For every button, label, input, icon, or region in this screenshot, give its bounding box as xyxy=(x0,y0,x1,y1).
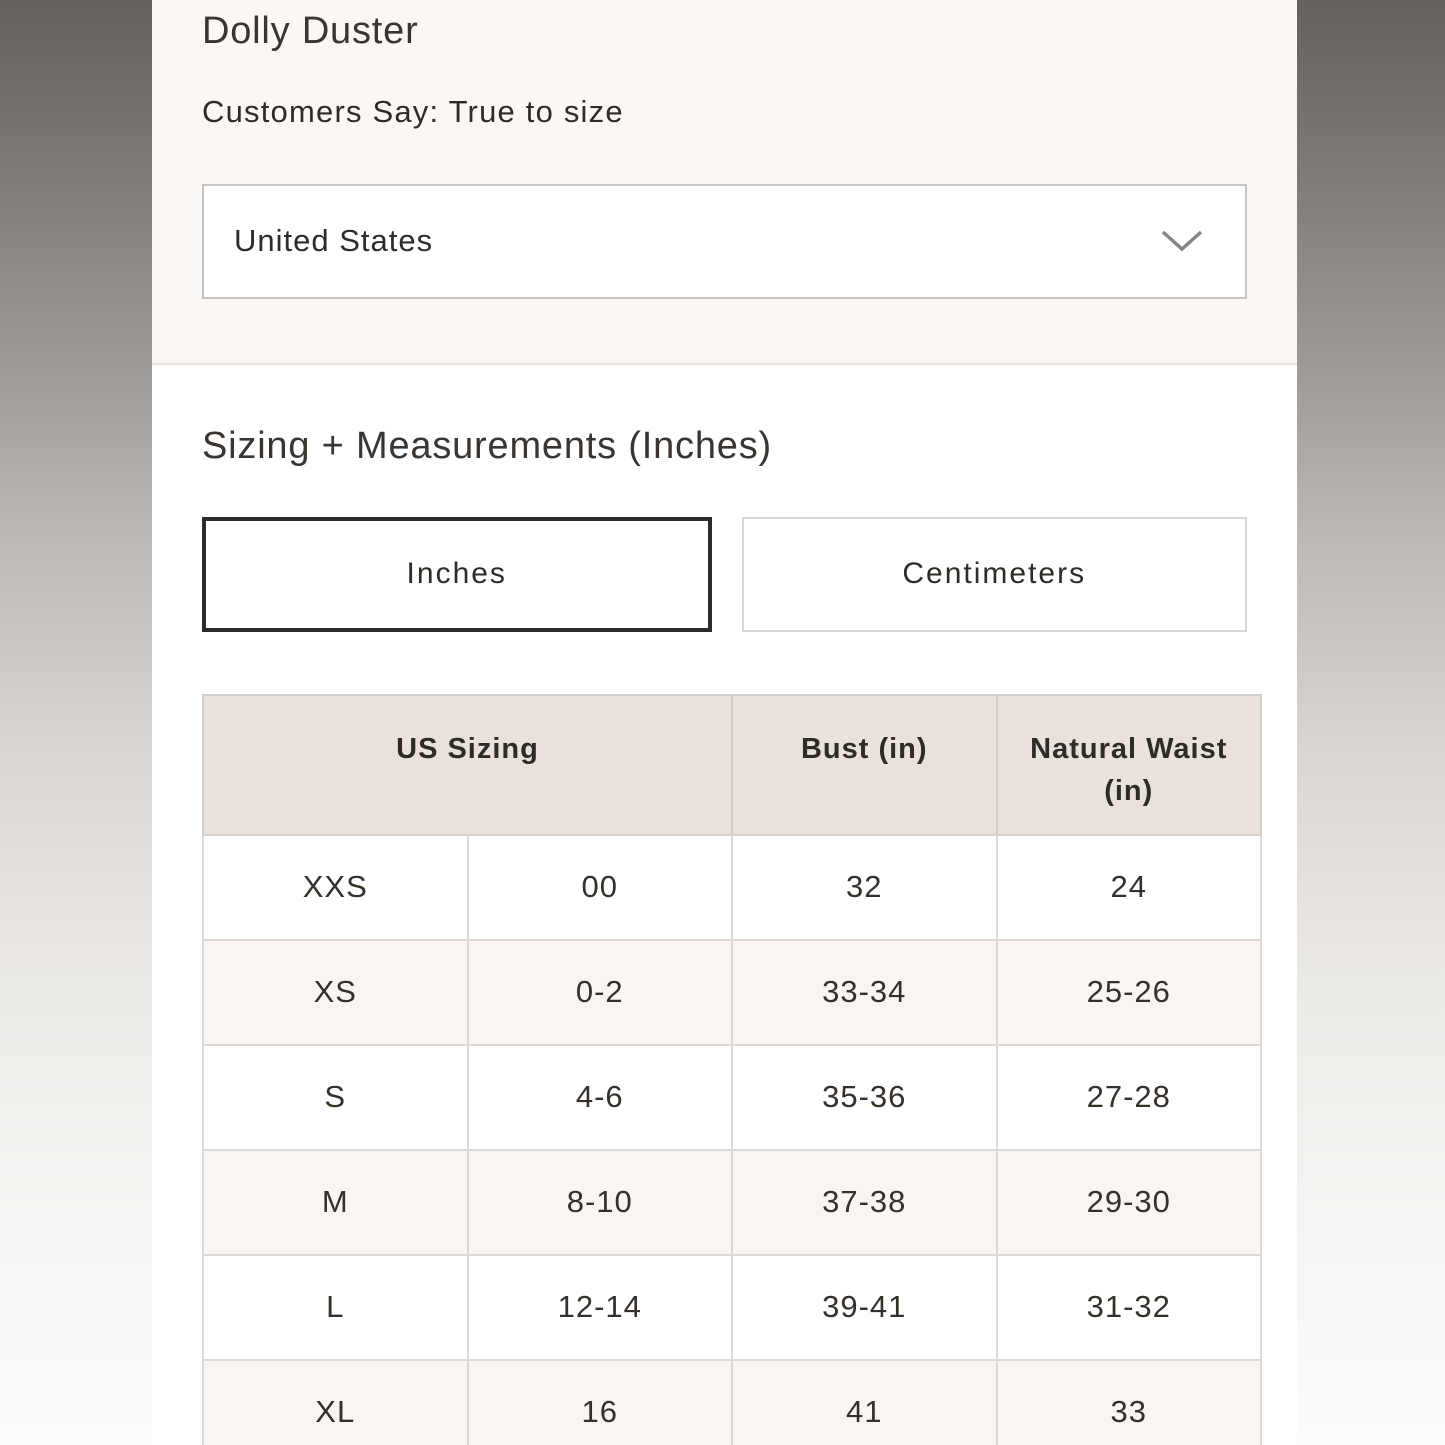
us-size-value: 12-14 xyxy=(468,1255,733,1360)
size-row-xl xyxy=(203,1360,1261,1445)
size-label: XXS xyxy=(203,835,468,940)
size-row-s xyxy=(203,1045,1261,1150)
sizing-table xyxy=(202,694,1262,1445)
waist-value: 31-32 xyxy=(997,1255,1262,1360)
backdrop-gradient-right xyxy=(1297,0,1445,1445)
backdrop-gradient-left xyxy=(0,0,152,1445)
us-size-value: 00 xyxy=(468,835,733,940)
size-guide-panel xyxy=(152,0,1297,1445)
bust-value: 37-38 xyxy=(732,1150,997,1255)
size-label: XS xyxy=(203,940,468,1045)
size-row-xxs xyxy=(203,835,1261,940)
sizing-heading: Sizing + Measurements (Inches) xyxy=(202,425,772,467)
size-row-xs xyxy=(203,940,1261,1045)
bust-value: 35-36 xyxy=(732,1045,997,1150)
product-header-section xyxy=(152,0,1297,365)
waist-value: 27-28 xyxy=(997,1045,1262,1150)
bust-value: 39-41 xyxy=(732,1255,997,1360)
product-title: Dolly Duster xyxy=(202,10,419,52)
bust-value: 41 xyxy=(732,1360,997,1445)
sizing-section xyxy=(152,365,1297,1445)
bust-value: 33-34 xyxy=(732,940,997,1045)
size-label: XL xyxy=(203,1360,468,1445)
column-header-natural-waist-in: Natural Waist (in) xyxy=(997,695,1262,835)
country-select-value: United States xyxy=(234,223,434,258)
us-size-value: 0-2 xyxy=(468,940,733,1045)
unit-toggle-group xyxy=(202,517,1247,632)
fit-feedback-text: Customers Say: True to size xyxy=(202,93,624,129)
bust-value: 32 xyxy=(732,835,997,940)
waist-value: 25-26 xyxy=(997,940,1262,1045)
unit-toggle-inches[interactable]: Inches xyxy=(202,517,712,632)
us-size-value: 16 xyxy=(468,1360,733,1445)
size-label: L xyxy=(203,1255,468,1360)
us-size-value: 8-10 xyxy=(468,1150,733,1255)
waist-value: 33 xyxy=(997,1360,1262,1445)
column-header-bust-in: Bust (in) xyxy=(732,695,997,835)
column-header-us-sizing: US Sizing xyxy=(203,695,732,835)
unit-toggle-centimeters[interactable]: Centimeters xyxy=(742,517,1248,632)
waist-value: 24 xyxy=(997,835,1262,940)
size-row-m xyxy=(203,1150,1261,1255)
size-row-l xyxy=(203,1255,1261,1360)
country-select[interactable] xyxy=(202,184,1247,299)
size-label: S xyxy=(203,1045,468,1150)
size-label: M xyxy=(203,1150,468,1255)
waist-value: 29-30 xyxy=(997,1150,1262,1255)
chevron-down-icon xyxy=(1161,230,1203,252)
us-size-value: 4-6 xyxy=(468,1045,733,1150)
sizing-table-header-row xyxy=(203,695,1261,835)
